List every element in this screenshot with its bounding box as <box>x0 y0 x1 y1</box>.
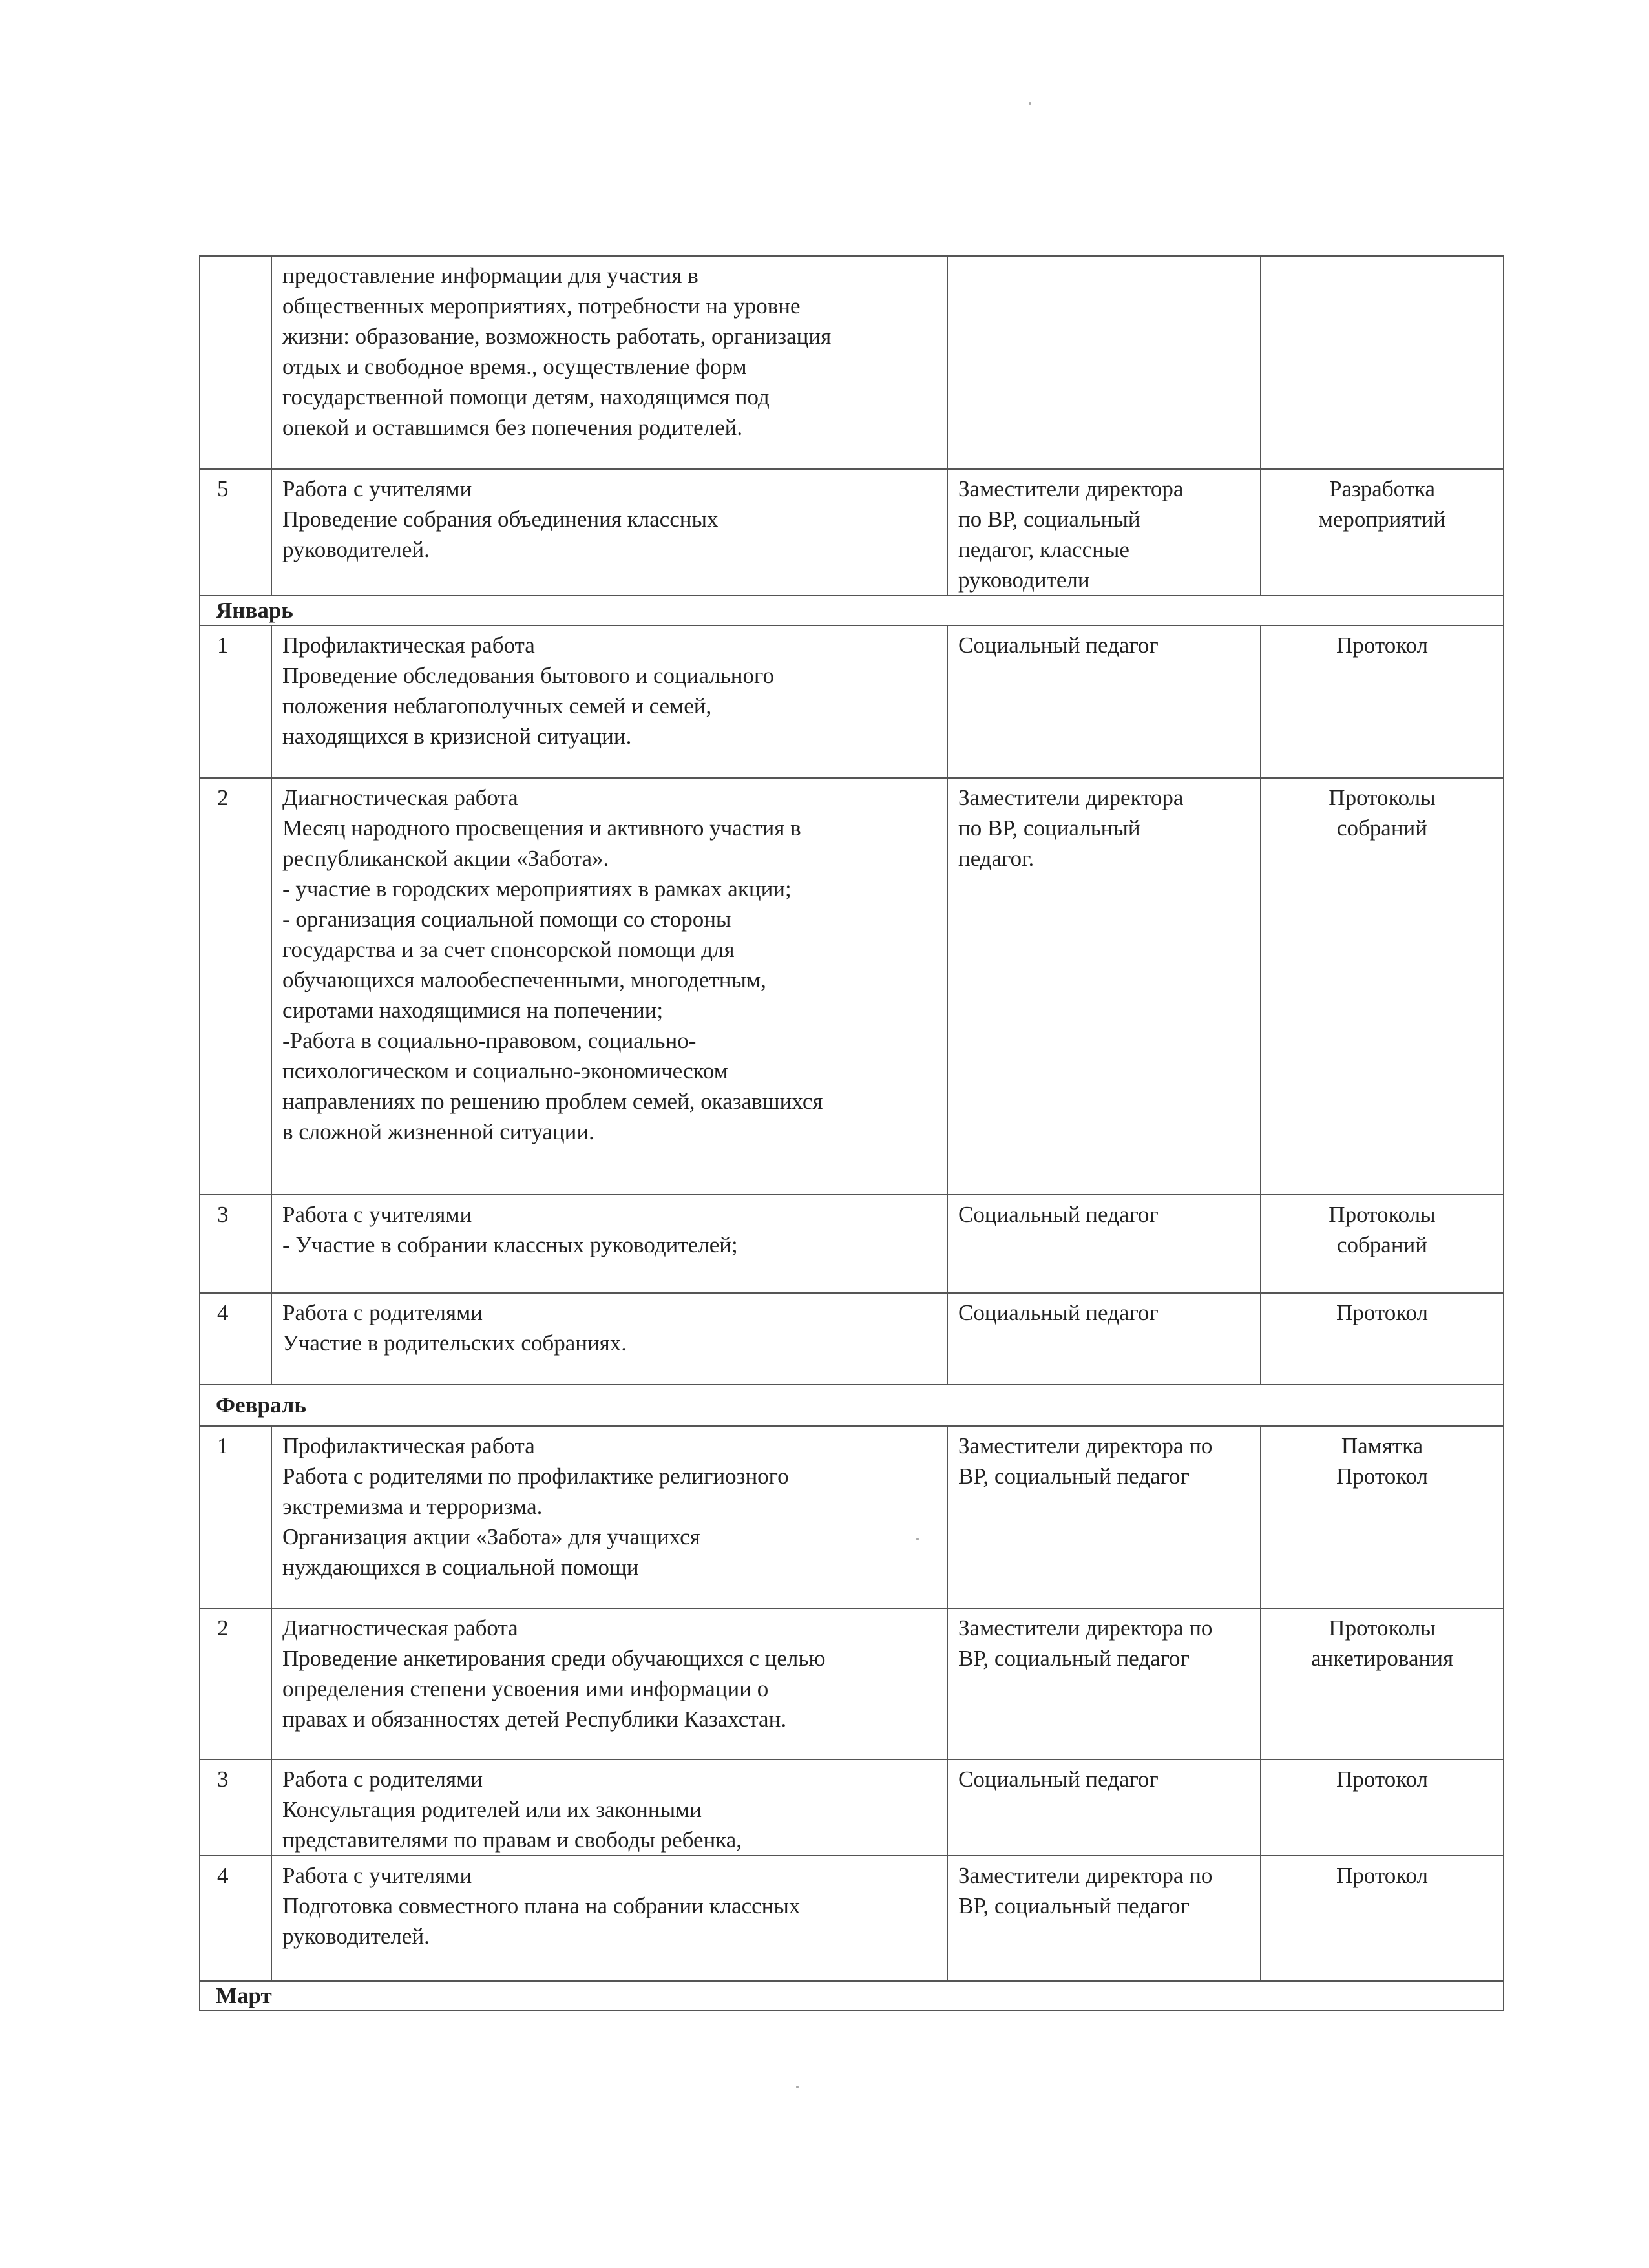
result-line: собраний <box>1336 1232 1428 1257</box>
responsible-line: Социальный педагог <box>958 1767 1159 1792</box>
activity-line: государства и за счет спонсорской помощи для <box>282 937 735 962</box>
result-line: Протокол <box>1336 1767 1428 1792</box>
activity-line: экстремизма и терроризма. <box>282 1494 543 1519</box>
month-header-row <box>200 596 1504 625</box>
responsible-line: по ВР, социальный <box>958 507 1140 532</box>
activity-line: жизни: образование, возможность работать, организация <box>282 324 832 349</box>
activity-line: направлениях по решению проблем семей, оказавшихся <box>282 1089 823 1114</box>
result-line: Протоколы <box>1329 785 1436 810</box>
result-line: Протокол <box>1336 1863 1428 1888</box>
activity-line: обучающихся малообеспеченными, многодетным, <box>282 967 766 992</box>
activity-line: Проведение обследования бытового и социального <box>282 663 774 688</box>
responsible-line: Заместители директора по <box>958 1863 1213 1888</box>
result-cell <box>1261 1293 1504 1385</box>
activity-line: Работа с родителями <box>282 1300 483 1325</box>
responsible-cell <box>947 1426 1261 1608</box>
scan-speck <box>796 2086 799 2088</box>
plan-table-body <box>200 256 1504 2011</box>
result-cell <box>1261 1856 1504 1981</box>
result-line: Протоколы <box>1329 1615 1436 1641</box>
activity-line: Профилактическая работа <box>282 1433 535 1458</box>
responsible-line: ВР, социальный педагог <box>958 1646 1190 1671</box>
row-number: 3 <box>200 1195 271 1293</box>
scan-speck <box>916 1538 919 1540</box>
result-cell <box>1261 625 1504 778</box>
activity-line: руководителей. <box>282 1924 430 1949</box>
activity-line: определения степени усвоения ими информации о <box>282 1676 769 1701</box>
responsible-line: Заместители директора <box>958 476 1184 501</box>
plan-table <box>199 255 1504 2011</box>
scan-speck <box>1029 102 1031 105</box>
responsible-line: Заместители директора по <box>958 1433 1213 1458</box>
table-row <box>200 1856 1504 1981</box>
table-row <box>200 625 1504 778</box>
result-line: анкетирования <box>1310 1646 1454 1671</box>
month-label: Март <box>200 1981 1504 2011</box>
month-label: Январь <box>200 596 1504 625</box>
activity-line: Консультация родителей или их законными <box>282 1797 702 1822</box>
responsible-cell <box>947 469 1261 596</box>
activity-line: государственной помощи детям, находящимся под <box>282 384 770 410</box>
responsible-line: Социальный педагог <box>958 1202 1159 1227</box>
result-cell <box>1261 469 1504 596</box>
result-line: Протокол <box>1336 1464 1428 1489</box>
activity-cell <box>271 1608 947 1759</box>
table-row <box>200 1293 1504 1385</box>
activity-cell <box>271 1426 947 1608</box>
result-line: Протоколы <box>1329 1202 1436 1227</box>
result-cell <box>1261 1759 1504 1856</box>
activity-line: - Участие в собрании классных руководителей; <box>282 1232 738 1257</box>
activity-cell <box>271 469 947 596</box>
month-label: Февраль <box>200 1385 1504 1426</box>
activity-cell <box>271 1856 947 1981</box>
activity-line: Работа с учителями <box>282 1202 472 1227</box>
activity-line: Участие в родительских собраниях. <box>282 1330 627 1356</box>
activity-line: отдых и свободное время., осуществление форм <box>282 354 747 379</box>
activity-line: нуждающихся в социальной помощи <box>282 1555 639 1580</box>
activity-line: Профилактическая работа <box>282 633 535 658</box>
responsible-line: Социальный педагог <box>958 633 1159 658</box>
activity-cell <box>271 1293 947 1385</box>
result-cell <box>1261 1608 1504 1759</box>
result-cell <box>1261 256 1504 469</box>
result-line: мероприятий <box>1318 507 1446 532</box>
activity-line: республиканской акции «Забота». <box>282 846 609 871</box>
responsible-line: Заместители директора <box>958 785 1184 810</box>
table-row <box>200 1608 1504 1759</box>
document-page <box>199 255 1503 2011</box>
result-cell <box>1261 778 1504 1195</box>
table-row <box>200 469 1504 596</box>
activity-line: находящихся в кризисной ситуации. <box>282 724 632 749</box>
row-number: 4 <box>200 1856 271 1981</box>
activity-line: опекой и оставшимся без попечения родителей. <box>282 415 743 440</box>
result-line: Памятка <box>1341 1433 1423 1458</box>
result-cell <box>1261 1426 1504 1608</box>
activity-line: психологическом и социально-экономическом <box>282 1058 728 1084</box>
result-line: Разработка <box>1329 476 1435 501</box>
month-header-row <box>200 1981 1504 2011</box>
table-row <box>200 1759 1504 1856</box>
responsible-cell <box>947 1195 1261 1293</box>
activity-line: Организация акции «Забота» для учащихся <box>282 1524 700 1549</box>
responsible-line: ВР, социальный педагог <box>958 1893 1190 1918</box>
row-number: 5 <box>200 469 271 596</box>
activity-line: предоставление информации для участия в <box>282 263 698 288</box>
row-number: 2 <box>200 778 271 1195</box>
month-header-row <box>200 1385 1504 1426</box>
responsible-cell <box>947 778 1261 1195</box>
activity-line: - организация социальной помощи со стороны <box>282 907 731 932</box>
activity-line: Работа с родителями по профилактике религиозного <box>282 1464 789 1489</box>
row-number: 4 <box>200 1293 271 1385</box>
activity-line: Подготовка совместного плана на собрании классных <box>282 1893 801 1918</box>
activity-line: -Работа в социально-правовом, социально- <box>282 1028 697 1053</box>
responsible-line: руководители <box>958 567 1090 593</box>
activity-line: Работа с учителями <box>282 1863 472 1888</box>
responsible-cell <box>947 1293 1261 1385</box>
responsible-cell <box>947 1608 1261 1759</box>
activity-line: общественных мероприятиях, потребности на уровне <box>282 293 801 319</box>
activity-line: руководителей. <box>282 537 430 562</box>
activity-line: сиротами находящимися на попечении; <box>282 998 664 1023</box>
responsible-line: по ВР, социальный <box>958 815 1140 841</box>
responsible-line: Заместители директора по <box>958 1615 1213 1641</box>
activity-line: Проведение собрания объединения классных <box>282 507 719 532</box>
result-cell <box>1261 1195 1504 1293</box>
activity-cell <box>271 1195 947 1293</box>
activity-cell <box>271 1759 947 1856</box>
table-row <box>200 256 1504 469</box>
result-line: Протокол <box>1336 1300 1428 1325</box>
activity-line: правах и обязанностях детей Республики Казахстан. <box>282 1706 787 1732</box>
row-number: 1 <box>200 1426 271 1608</box>
activity-line: Диагностическая работа <box>282 785 518 810</box>
row-number: 2 <box>200 1608 271 1759</box>
table-row <box>200 778 1504 1195</box>
activity-line: Диагностическая работа <box>282 1615 518 1641</box>
row-number: 1 <box>200 625 271 778</box>
table-row <box>200 1195 1504 1293</box>
activity-line: Месяц народного просвещения и активного участия в <box>282 815 801 841</box>
responsible-cell <box>947 256 1261 469</box>
responsible-line: педагог. <box>958 846 1035 871</box>
activity-line: Работа с родителями <box>282 1767 483 1792</box>
result-line: собраний <box>1336 815 1428 841</box>
table-row <box>200 1426 1504 1608</box>
responsible-cell <box>947 1856 1261 1981</box>
activity-line: Проведение анкетирования среди обучающихся с целью <box>282 1646 826 1671</box>
activity-line: в сложной жизненной ситуации. <box>282 1119 594 1144</box>
activity-cell <box>271 625 947 778</box>
activity-line: положения неблагополучных семей и семей, <box>282 693 712 719</box>
responsible-line: педагог, классные <box>958 537 1129 562</box>
responsible-cell <box>947 1759 1261 1856</box>
activity-cell <box>271 256 947 469</box>
activity-line: Работа с учителями <box>282 476 472 501</box>
result-line: Протокол <box>1336 633 1428 658</box>
activity-cell <box>271 778 947 1195</box>
responsible-line: ВР, социальный педагог <box>958 1464 1190 1489</box>
activity-line: - участие в городских мероприятиях в рамках акции; <box>282 876 792 901</box>
responsible-line: Социальный педагог <box>958 1300 1159 1325</box>
responsible-cell <box>947 625 1261 778</box>
row-number: 3 <box>200 1759 271 1856</box>
row-number <box>200 256 271 469</box>
activity-line: представителями по правам и свободы ребенка, <box>282 1827 742 1853</box>
